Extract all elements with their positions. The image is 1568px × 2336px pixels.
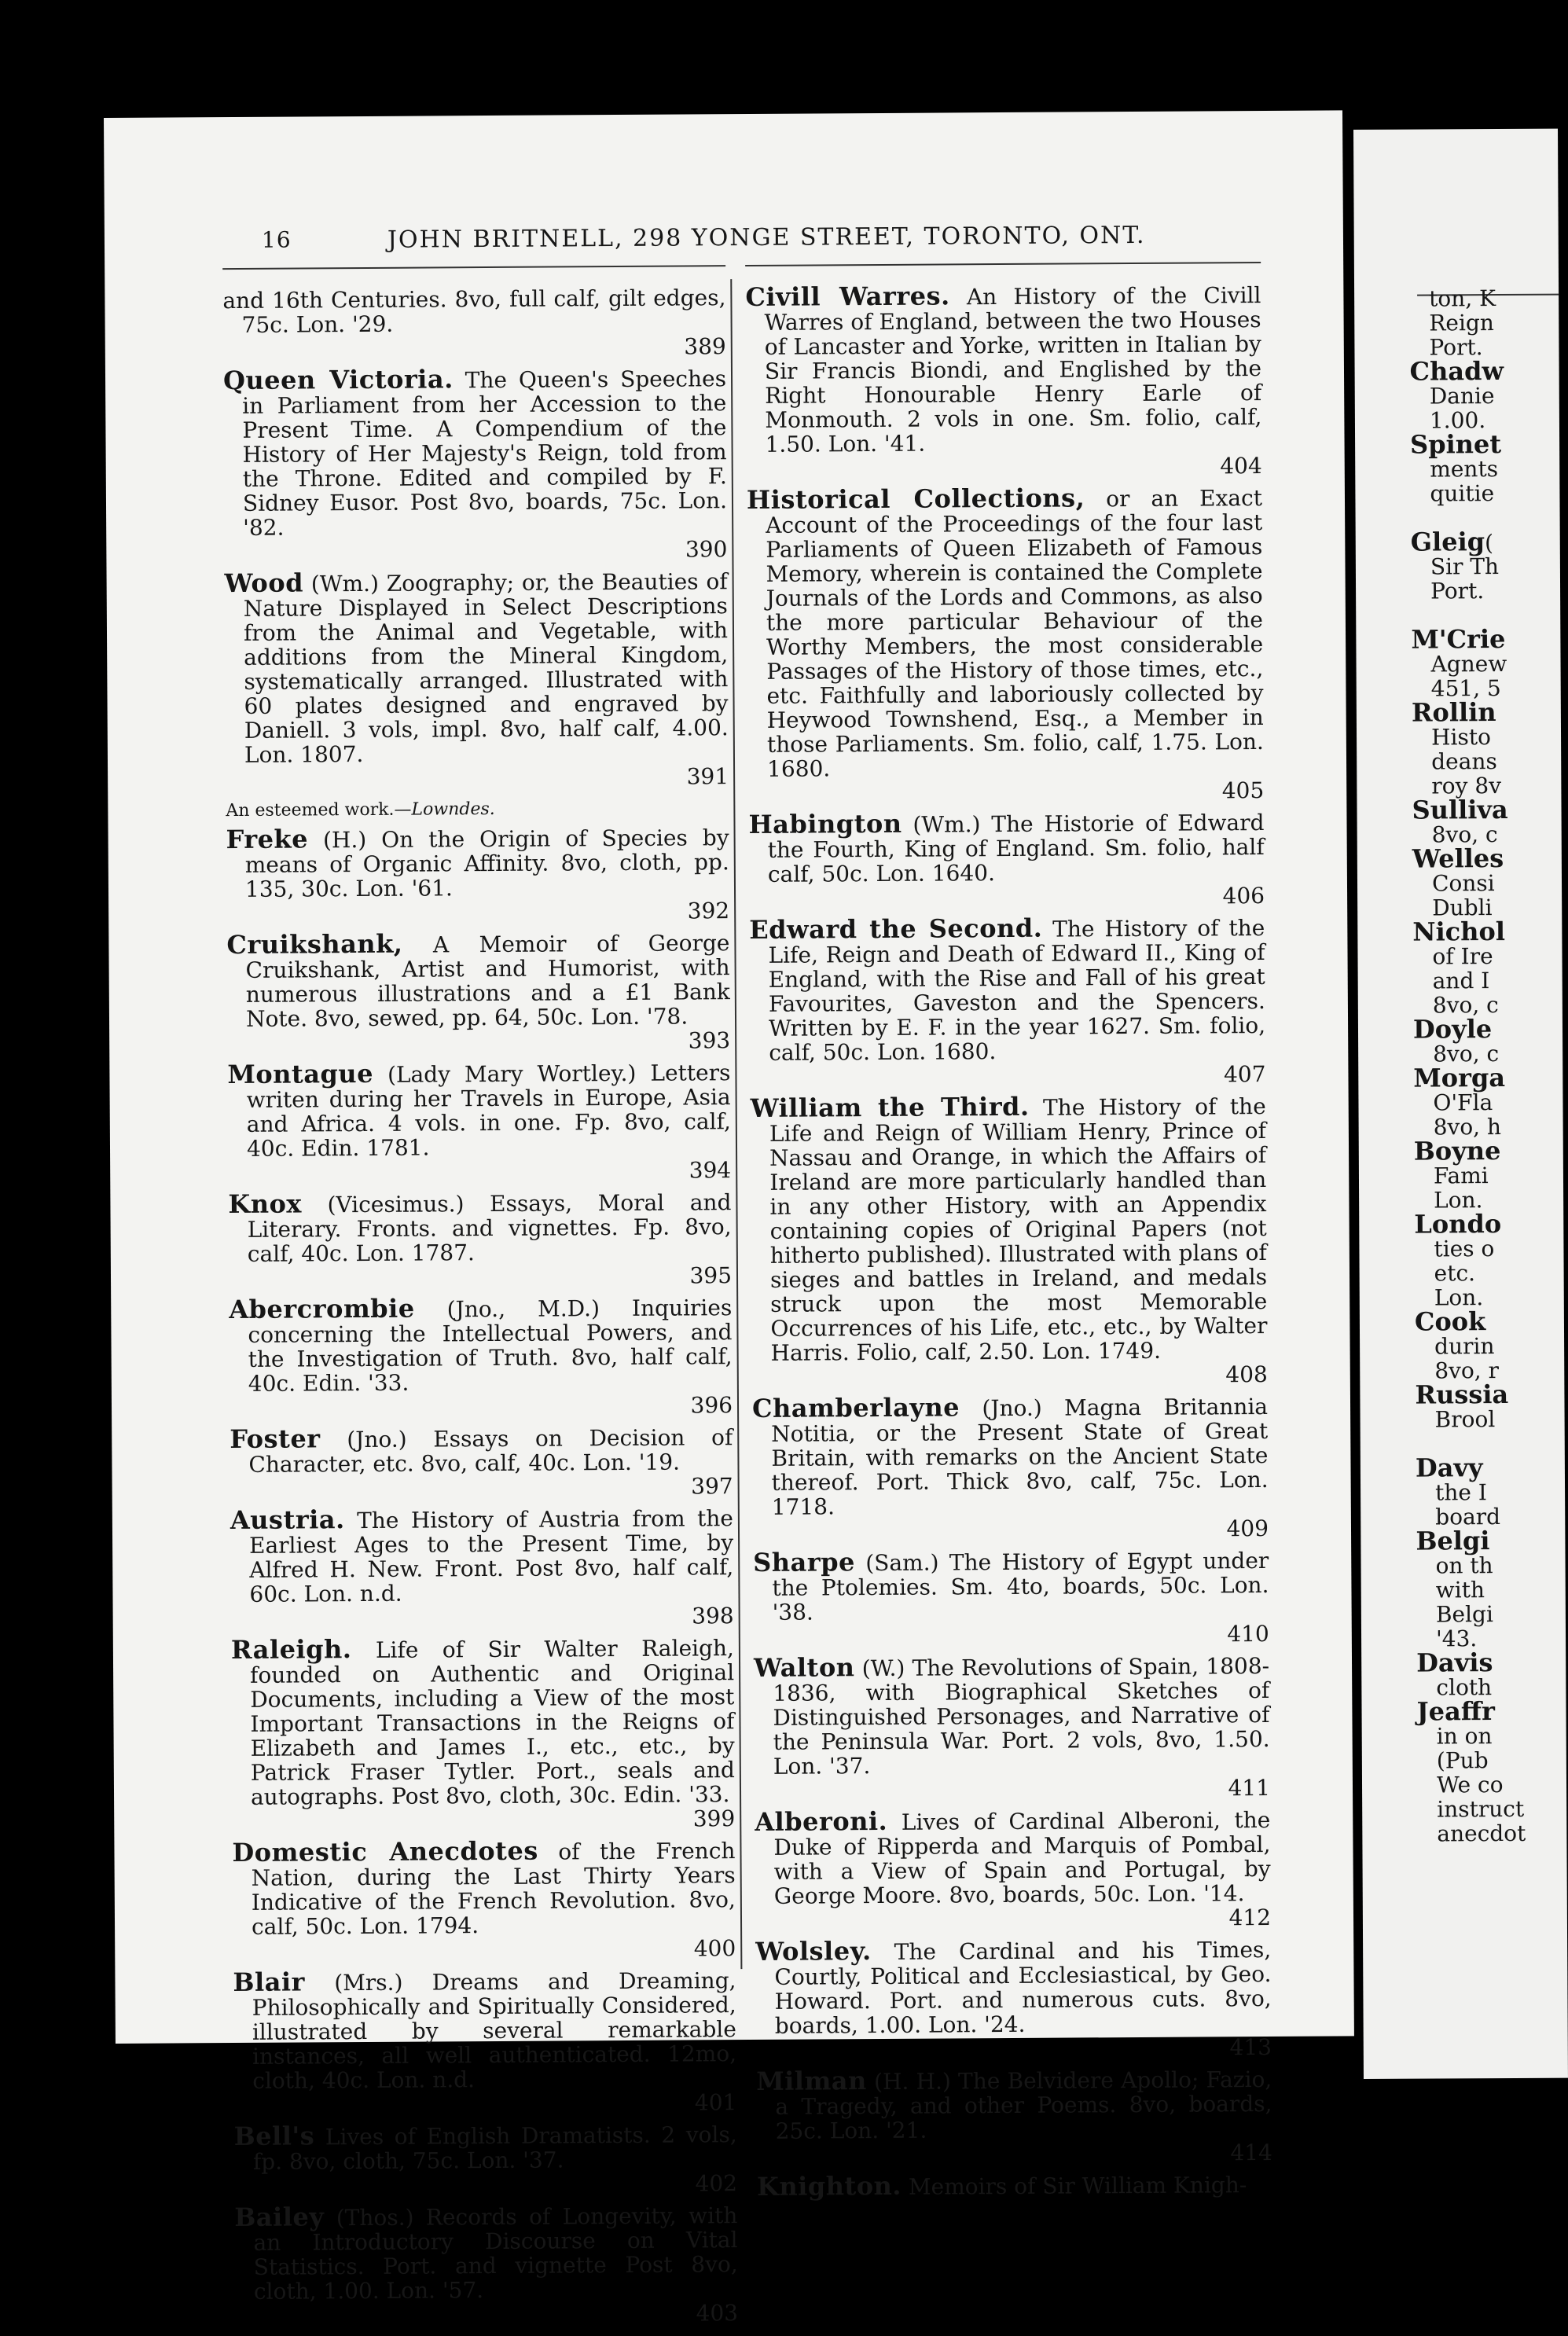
next-page-keyword: Doyle <box>1412 1014 1493 1045</box>
next-page-line <box>1361 1453 1565 1483</box>
entry-number: 400 <box>693 1935 736 1962</box>
next-page-line <box>1362 1748 1566 1773</box>
entry-number: 397 <box>691 1473 733 1500</box>
next-page-line <box>1356 578 1560 604</box>
next-page-keyword: Rollin <box>1411 697 1496 728</box>
entry-number: 405 <box>1221 777 1265 804</box>
next-page-keyword: Jeaffr <box>1416 1696 1495 1727</box>
entry-keyword: Austria. <box>230 1504 345 1536</box>
entry-number: 389 <box>684 333 726 360</box>
next-page-text: Belgi <box>1435 1601 1493 1628</box>
next-page-line <box>1361 1602 1566 1627</box>
entry-number: 410 <box>1227 1620 1269 1647</box>
catalogue-entry <box>223 365 728 564</box>
next-page-text: and I <box>1432 968 1490 994</box>
next-page-line <box>1361 1578 1566 1603</box>
next-page-line <box>1357 916 1562 947</box>
entry-text: and 16th Centuries. 8vo, full calf, gilt edges, 75c. Lon. '29. <box>222 285 726 338</box>
entry-number: 392 <box>687 898 730 924</box>
entry-number: 409 <box>1226 1515 1269 1542</box>
entry-text: (H.) On the Origin of Species by means of Organic Affinity. 8vo, cloth, pp. 135, 30c. Lon. '61. <box>244 825 729 902</box>
entry-keyword: Queen Victoria. <box>222 364 454 396</box>
catalogue-entry <box>752 1394 1269 1544</box>
next-page-keyword: Sulliva <box>1412 794 1508 825</box>
next-page-text: on th <box>1435 1552 1493 1579</box>
catalogue-entry <box>232 1835 736 1963</box>
entry-number: 408 <box>1225 1361 1268 1388</box>
next-page-line <box>1355 457 1559 482</box>
entry-keyword: Domestic Anecdotes <box>232 1835 538 1868</box>
entry-text: An History of the Civill Warres of England, between the two Houses of Lancaster and Yorke, written in Italian by Sir Francis Biondi, and Englished by the Right Honourable Henry Earle of Monmouth. 2 vols in one. Sm. folio, calf, 1.50. Lon. '41. <box>764 282 1262 457</box>
next-page-line <box>1361 1553 1565 1578</box>
next-page-text: ments <box>1430 456 1499 483</box>
running-title: JOHN BRITNELL, 298 YONGE STREET, TORONTO, ONT. <box>387 221 1146 254</box>
entry-text: (Lady Mary Wortley.) Letters writen during her Travels in Europe, Asia and Africa. 4 vols. in one. Fp. 8vo, calf, 40c. Edin. 1781. <box>246 1060 731 1162</box>
catalogue-entry <box>754 1653 1270 1803</box>
next-page-text: 8vo, c <box>1433 1041 1500 1067</box>
next-page-line <box>1358 1063 1562 1093</box>
entry-keyword: Freke <box>226 824 309 855</box>
next-page-line <box>1362 1724 1566 1749</box>
entry-note <box>226 795 729 823</box>
entry-keyword: Raleigh. <box>230 1634 352 1666</box>
entry-keyword: Alberoni. <box>755 1805 888 1837</box>
entry-text: (Jno., M.D.) Inquiries concerning the Intellectual Powers, and the Investigation of Truth. 8vo, half calf, 40c. Edin. '33. <box>248 1295 733 1397</box>
next-page-line <box>1358 968 1562 994</box>
entry-text: The Cardinal and his Times, Courtly, Political and Ecclesiastical, by Geo. Howard. Port. and numerous cuts. 8vo, boards, 1.00. Lon. '24. <box>774 1936 1272 2039</box>
catalogue-entry <box>226 930 730 1056</box>
catalogue-entry <box>756 2066 1272 2168</box>
catalogue-entry <box>755 1807 1271 1933</box>
entry-keyword: Bailey <box>234 2202 325 2233</box>
next-page-text: Histo <box>1430 724 1491 751</box>
next-page-line <box>1359 1209 1563 1240</box>
next-page-text: 8vo, r <box>1434 1357 1500 1384</box>
entry-number: 398 <box>692 1603 734 1629</box>
entry-text: A Memoir of George Cruikshank, Artist and Humorist, with numerous illustrations and a £1 Bank Note. 8vo, sewed, pp. 64, 50c. Lon. '78. <box>245 930 730 1032</box>
next-page-text: 8vo, c <box>1432 992 1499 1019</box>
catalogue-entry <box>225 568 729 792</box>
catalogue-page <box>104 110 1354 2327</box>
entry-number: 399 <box>692 1805 736 1832</box>
entry-text: or an Exact Account of the Proceedings of the four last Parliaments of Queen Elizabeth of Famous Memory, wherein is contained the Complete Journals of the Lords and Commons, as also the more particular Behaviour of the Worthy Members, the most considerable Passages of the History of those times, etc., etc. Faithfully and laboriously collected by Heywood Townshend, Esq., a Member in those Parliaments. Sm. folio, calf, 1.75. Lon. 1680. <box>766 485 1264 782</box>
entry-keyword: Blair <box>233 1967 306 1998</box>
next-page-line <box>1360 1379 1564 1410</box>
next-page-text: '43. <box>1435 1625 1478 1652</box>
right-column <box>745 282 1272 2207</box>
next-page-line <box>1362 1772 1566 1798</box>
catalogue-entry <box>748 810 1265 911</box>
next-page-text: (Pub <box>1436 1747 1489 1774</box>
entry-number: 391 <box>686 763 729 790</box>
catalogue-entry <box>751 1093 1268 1390</box>
next-page-line <box>1361 1696 1566 1727</box>
entry-text: The History of the Life and Reign of William Henry, Prince of Nassau and Orange, in which the Affairs of Ireland are more particularly handled than in any other History, with an Appendix containing copies of Original Papers (not hitherto published). Illustrated with plans of sieges and battles in Ireland, and medals struck upon the most Memorable Occurrences of his Life, etc., etc., by Walter Harris. Folio, calf, 2.50. Lon. 1749. <box>769 1093 1268 1366</box>
next-page-text: anecdot <box>1437 1820 1526 1847</box>
catalogue-entry <box>747 485 1264 806</box>
entry-text: (Thos.) Records of Longevity, with an Introductory Discourse on Vital Statistics. Port. and vignette Post 8vo, cloth, 1.00. Lon. '57. <box>253 2202 738 2305</box>
next-page-text: Fami <box>1433 1162 1489 1189</box>
entry-text: of the French Nation, during the Last Thirty Years Indicative of the French Revolution. 8vo, calf, 50c. Lon. 1794. <box>251 1838 736 1940</box>
next-page-text: Consi <box>1431 870 1495 897</box>
entry-text: Lives of Cardinal Alberoni, the Duke of Ripperda and Marquis of Pombal, with a View of Spain and Portugal, by George Moore. 8vo, boards, 50c. Lon. '14. <box>773 1806 1271 1909</box>
next-page-text: etc. <box>1434 1260 1476 1287</box>
note-author: Lowndes. <box>411 799 495 820</box>
entry-keyword: Habington <box>748 808 902 840</box>
entry-number: 395 <box>689 1262 733 1289</box>
catalogue-entry <box>227 1060 731 1185</box>
catalogue-entry <box>753 1548 1269 1649</box>
next-page-text: ton, K <box>1429 285 1496 312</box>
next-page-line <box>1358 1090 1562 1115</box>
entry-keyword: Cruikshank, <box>226 928 403 960</box>
next-page-text: Agnew <box>1430 650 1507 678</box>
catalogue-entry <box>749 915 1265 1089</box>
next-page-text: in on <box>1436 1723 1493 1750</box>
next-page-text: Sir Th <box>1430 553 1500 580</box>
note-text: An esteemed work.— <box>226 799 412 821</box>
next-page-line <box>1361 1647 1566 1678</box>
catalogue-entry <box>230 1424 733 1501</box>
next-page-text: of Ire <box>1432 943 1493 970</box>
next-page-line <box>1356 623 1560 655</box>
entry-number: 411 <box>1228 1774 1271 1802</box>
entry-number: 393 <box>688 1027 731 1054</box>
entry-text: The Queen's Speeches in Parliament from her Accession to the Present Time. A Compendium of the History of Her Majesty's Reign, told from the Throne. Edited and compiled by F. Sidney Eusor. Post 8vo, boards, 75c. Lon. '82. <box>242 365 728 541</box>
next-page-text: Brool <box>1434 1406 1496 1433</box>
entry-keyword: Bell's <box>233 2121 315 2152</box>
next-page-keyword: Morga <box>1413 1063 1506 1093</box>
next-page-text: ( <box>1485 530 1494 556</box>
entry-number: 412 <box>1228 1904 1272 1931</box>
next-page-text: the I <box>1434 1479 1487 1506</box>
entry-keyword: Abercrombie <box>229 1293 415 1325</box>
next-page-line <box>1361 1407 1565 1432</box>
next-page-text: 1.00. <box>1429 407 1486 434</box>
next-page-line <box>1357 871 1562 896</box>
next-page-line <box>1359 1236 1563 1262</box>
next-page-text: Reign <box>1429 310 1494 336</box>
next-page-line <box>1356 527 1560 557</box>
entry-keyword: Foster <box>230 1423 321 1455</box>
catalogue-entry <box>222 285 726 362</box>
entry-text: The History of Austria from the Earliest Ages to the Present Time, by Alfred H. New. Front. Post 8vo, half calf, 60c. Lon. n.d. <box>248 1505 734 1607</box>
entry-keyword: Edward the Second. <box>749 913 1043 946</box>
entry-keyword: Wolsley. <box>755 1936 872 1967</box>
entry-keyword: Walton <box>753 1652 855 1683</box>
next-page-line <box>1357 944 1562 969</box>
next-page-line <box>1362 1821 1566 1846</box>
entry-number: 394 <box>689 1157 732 1184</box>
next-page-line <box>1357 725 1561 750</box>
catalogue-entry <box>234 2121 738 2198</box>
next-page-line <box>1360 1306 1564 1337</box>
next-page-text: cloth <box>1436 1674 1493 1701</box>
catalogue-entry <box>229 1295 733 1420</box>
next-page-line <box>1354 286 1559 311</box>
next-page-text: instruct <box>1437 1795 1525 1823</box>
next-page-line <box>1355 481 1559 506</box>
next-page-keyword: Boyne <box>1413 1136 1501 1166</box>
entry-number: 407 <box>1223 1060 1266 1088</box>
catalogue-entry <box>757 2172 1272 2200</box>
next-page-text: deans <box>1431 748 1497 775</box>
page-header <box>105 220 1343 259</box>
next-page-text: quitie <box>1430 480 1495 507</box>
next-page-text: durin <box>1434 1333 1495 1360</box>
next-page-keyword: Londo <box>1414 1209 1502 1240</box>
next-page-keyword: Spinet <box>1409 429 1502 460</box>
catalogue-entry <box>233 1967 736 2117</box>
entry-text: Memoirs of Sir William Knigh- <box>908 2172 1247 2200</box>
next-page-keyword: M'Crie <box>1411 623 1506 655</box>
next-page-keyword: Belgi <box>1416 1526 1490 1556</box>
next-page-line <box>1355 384 1559 409</box>
next-page-keyword: Nichol <box>1412 916 1506 947</box>
next-page-text: Port. <box>1430 578 1485 604</box>
entry-text: Lives of English Dramatists. 2 vols, fp. 8vo, cloth, 75c. Lon. '37. <box>252 2121 737 2175</box>
next-page-text: with <box>1435 1577 1485 1603</box>
entry-number: 413 <box>1229 2033 1272 2061</box>
header-rule-right <box>745 262 1261 266</box>
entry-number: 404 <box>1220 453 1262 479</box>
entry-text: (Vicesimus.) Essays, Moral and Literary. Fronts. and vignettes. Fp. 8vo, calf, 40c. Lon. 1787. <box>247 1189 732 1267</box>
next-page-keyword: Davy <box>1415 1453 1483 1483</box>
next-page-line <box>1358 1014 1562 1045</box>
next-page-line <box>1356 554 1560 579</box>
next-page-line <box>1360 1334 1564 1359</box>
next-page-keyword: Cook <box>1414 1306 1486 1337</box>
entry-keyword: Montague <box>227 1058 374 1090</box>
entry-number: 390 <box>685 536 728 563</box>
entry-number: 414 <box>1230 2139 1272 2166</box>
next-page-line <box>1357 697 1561 728</box>
next-page-text: Port. <box>1429 334 1483 361</box>
entry-keyword: William the Third. <box>750 1091 1030 1123</box>
entry-number: 406 <box>1222 882 1265 909</box>
next-page-line <box>1355 356 1559 387</box>
next-page-line <box>1359 1163 1563 1188</box>
entry-keyword: Knighton. <box>756 2170 902 2202</box>
next-page-line <box>1357 749 1561 774</box>
catalogue-entry <box>230 1505 734 1631</box>
entry-keyword: Milman <box>756 2066 867 2096</box>
next-page-line <box>1355 429 1559 460</box>
entry-text: Life of Sir Walter Raleigh, founded on Authentic and Original Documents, including a View of the most Important Transactions in the Reigns of Elizabeth and James I., etc., etc., by Patrick Fraser Tytler. Port., seals and autographs. Post 8vo, cloth, 30c. Edin. '33. <box>250 1635 735 1810</box>
next-page-keyword: Gleig <box>1410 527 1485 557</box>
next-page <box>1353 129 1568 2079</box>
next-page-line <box>1361 1480 1565 1505</box>
next-page-text: ties o <box>1434 1236 1495 1262</box>
catalogue-entry <box>226 825 730 926</box>
next-page-text: Dubli <box>1432 894 1493 921</box>
next-page-text: Danie <box>1429 383 1495 410</box>
catalogue-entry <box>234 2202 738 2328</box>
next-page-line <box>1357 843 1562 874</box>
entry-text: (Sam.) The History of Egypt under the Ptolemies. Sm. 4to, boards, 50c. Lon. '38. <box>772 1547 1269 1625</box>
next-page-keyword: Welles <box>1412 843 1504 874</box>
left-column <box>222 285 738 2335</box>
next-page-keyword: Russia <box>1415 1379 1509 1410</box>
entry-text: (Jno.) Essays on Decision of Character, etc. 8vo, calf, 40c. Lon. '19. <box>248 1424 733 1478</box>
entry-keyword: Sharpe <box>753 1547 856 1578</box>
next-page-keyword: Chadw <box>1409 356 1504 387</box>
next-page-line <box>1356 652 1560 677</box>
next-page-line <box>1357 794 1561 825</box>
entry-text: (Wm.) The Historie of Edward the Fourth, King of England. Sm. folio, half calf, 50c. Lon. 1640. <box>767 809 1265 887</box>
entry-text: The History of the Life, Reign and Death of Edward II., King of England, with the Rise and Fall of his great Favourites, Gaveston and the Spencers. Written by E. F. in the year 1627. Sm. folio, calf, 50c. Lon. 1680. <box>768 914 1266 1066</box>
entry-keyword: Knox <box>228 1188 303 1220</box>
page-number: 16 <box>261 226 292 253</box>
next-page-text: We co <box>1436 1772 1504 1798</box>
entry-number: 396 <box>690 1392 733 1419</box>
entry-text: (W.) The Revolutions of Spain, 1808-1836, with Biographical Sketches of Distinguished Personages, and Narrative of the Peninsula War. Port. 2 vols, 8vo, 1.50. Lon. '37. <box>773 1652 1270 1780</box>
entry-text: (Mrs.) Dreams and Dreaming, Philosophically and Spiritually Considered, illustrated by several remarkable instances, all well authenticated. 12mo, cloth, 40c. Lon. n.d. <box>252 1967 737 2094</box>
header-rule-left <box>222 265 725 270</box>
next-page-text: Lon. <box>1434 1284 1484 1311</box>
entry-number: 403 <box>696 2300 739 2327</box>
next-page-text: board <box>1435 1504 1501 1530</box>
entry-text: (Wm.) Zoography; or, the Beauties of Nature Displayed in Select Descriptions from the Animal and Vegetable, with additions from the Mineral Kingdom, systematically arranged. Illustrated with 60 plates designed and engraved by Daniell. 3 vols, impl. 8vo, half calf, 4.00. Lon. 1807. <box>243 568 729 768</box>
next-page-keyword: Davis <box>1416 1647 1493 1678</box>
next-page-line <box>1362 1797 1566 1822</box>
next-page-line <box>1361 1526 1565 1556</box>
entry-keyword: Wood <box>224 567 304 599</box>
next-page-text: O'Fla <box>1433 1089 1493 1116</box>
entry-text: (Jno.) Magna Britannia Notitia, or the Present State of Great Britain, with remarks on the Ancient State thereof. Port. Thick 8vo, calf, 75c. Lon. 1718. <box>771 1393 1269 1520</box>
next-page-text: 451, 5 <box>1430 675 1501 702</box>
next-page-line <box>1354 310 1559 336</box>
entry-keyword: Chamberlayne <box>751 1392 960 1423</box>
next-page-text: 8vo, h <box>1433 1114 1502 1140</box>
entry-number: 401 <box>694 2089 737 2116</box>
catalogue-entry <box>745 282 1262 481</box>
entry-text: (H. H.) The Belvidere Apollo; Fazio, a Tragedy, and other Poems. 8vo, boards, 25c. Lon. '21. <box>775 2066 1272 2144</box>
next-page-text: roy 8v <box>1431 773 1502 799</box>
catalogue-entry <box>231 1635 736 1834</box>
entry-keyword: Historical Collections, <box>746 483 1085 516</box>
entry-number: 402 <box>695 2170 738 2197</box>
catalogue-entry <box>755 1937 1272 2062</box>
next-page-text: 8vo, c <box>1431 821 1498 848</box>
next-page-line <box>1359 1136 1563 1166</box>
catalogue-entry <box>228 1189 732 1291</box>
next-page-column <box>1354 286 1566 1846</box>
next-page-line <box>1360 1261 1564 1286</box>
entry-keyword: Civill Warres. <box>745 281 950 313</box>
next-page-text: Lon. <box>1434 1187 1483 1214</box>
